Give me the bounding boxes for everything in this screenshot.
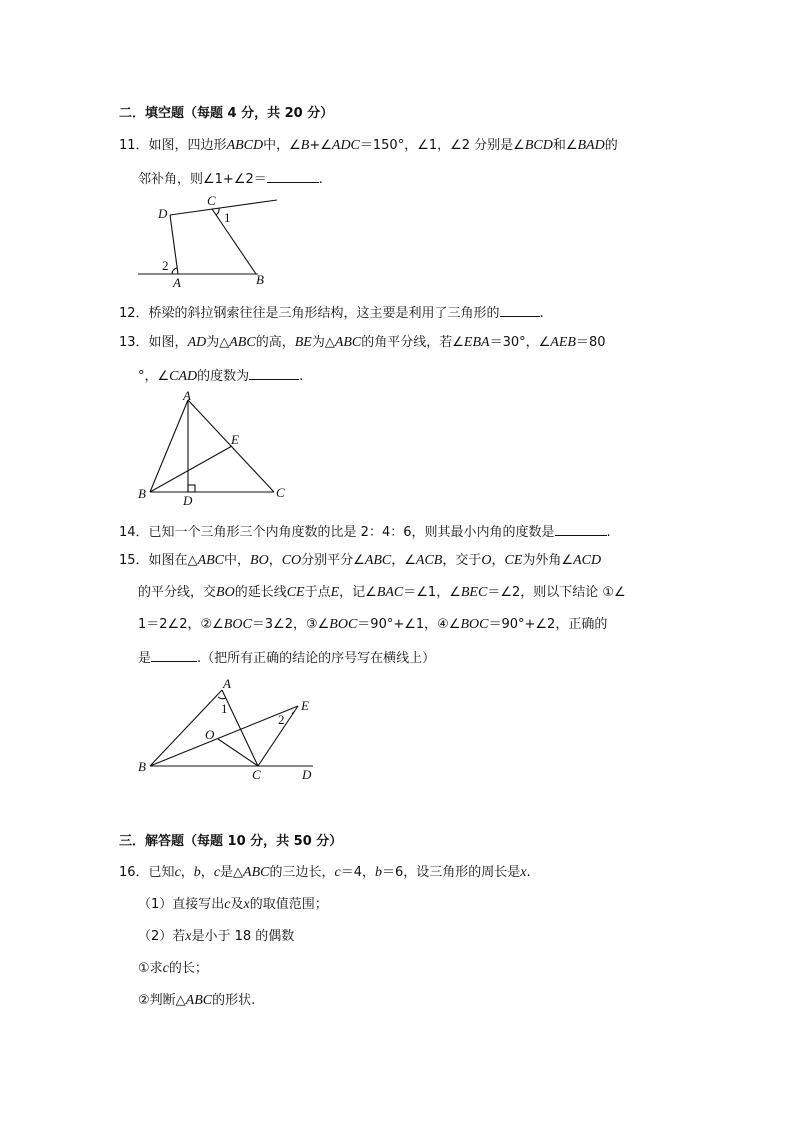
- question-15-line-2: 的平分线，交BO的延长线CE于点E，记∠BAC＝∠1，∠BEC＝∠2，则以下结论 ①∠: [138, 585, 626, 600]
- fig13-label-c: C: [276, 485, 285, 500]
- question-16-part-2: （2）若x是小于 18 的偶数: [138, 929, 295, 944]
- question-11-line-2: 邻补角，则∠1+∠2＝ .: [138, 169, 323, 189]
- question-number: 14．: [119, 525, 149, 540]
- question-number: 11．: [119, 138, 149, 153]
- question-number: 13．: [119, 335, 149, 350]
- question-13-line-2: °，∠CAD的度数为 .: [138, 366, 303, 386]
- question-12: 12．桥梁的斜拉钢索往往是三角形结构，这主要是利用了三角形的 .: [119, 303, 544, 323]
- fig15-label-a: A: [223, 676, 231, 691]
- section-heading-solutions: 三．解答题（每题 10 分，共 50 分）: [119, 834, 343, 849]
- fig15-angle-arc-1: [218, 697, 226, 699]
- fig13-label-a: A: [183, 388, 191, 403]
- question-16-stem: 16．已知c，b，c是△ABC的三边长，c＝4，b＝6，设三角形的周长是x.: [119, 865, 531, 880]
- question-14: 14．已知一个三角形三个内角度数的比是 2：4：6，则其最小内角的度数是 .: [119, 522, 611, 542]
- question-15-line-4: 是 .（把所有正确的结论的序号写在横线上）: [138, 648, 435, 668]
- fig11-label-b: B: [256, 272, 264, 287]
- section-heading-fill-blank: 二．填空题（每题 4 分，共 20 分）: [119, 106, 334, 121]
- fig15-label-d: D: [302, 767, 312, 782]
- question-15-line-3: 1＝2∠2，②∠BOC＝3∠2，③∠BOC＝90°+∠1，④∠BOC＝90°+∠2，正确的: [138, 617, 608, 632]
- question-15-line-1: 15．如图在△ABC中，BO，CO分别平分∠ABC，∠ACB，交于O，CE为外角∠ACD: [119, 553, 602, 568]
- question-16-sub-1: ①求c的长；: [138, 961, 208, 976]
- fig11-label-1: 1: [224, 210, 231, 225]
- fig15-label-e: E: [301, 698, 309, 713]
- fig11-label-d: D: [158, 206, 168, 221]
- fig11-label-2: 2: [162, 258, 169, 273]
- question-16-part-1: （1）直接写出c及x的取值范围；: [138, 897, 328, 912]
- fig15-label-c: C: [252, 767, 261, 782]
- fig13-label-d: D: [183, 493, 193, 508]
- fig11-label-a: A: [173, 275, 181, 290]
- fig15-label-2: 2: [278, 712, 285, 727]
- fig11-label-c: C: [207, 193, 216, 208]
- fig15-label-b: B: [138, 759, 146, 774]
- fig15-label-1: 1: [221, 701, 228, 716]
- question-16-sub-2: ②判断△ABC的形状.: [138, 993, 256, 1008]
- fig13-label-e: E: [231, 432, 239, 447]
- question-number: 16．: [119, 865, 149, 880]
- fig13-label-b: B: [138, 486, 146, 501]
- fig15-label-o: O: [205, 727, 215, 742]
- question-11-line-1: 11．如图，四边形ABCD中，∠B+∠ADC＝150°，∠1，∠2 分别是∠BCD和∠BAD的: [119, 138, 618, 153]
- question-number: 15．: [119, 553, 149, 568]
- question-13-line-1: 13．如图，AD为△ABC的高，BE为△ABC的角平分线，若∠EBA＝30°，∠AEB＝80: [119, 335, 606, 350]
- question-number: 12．: [119, 306, 149, 321]
